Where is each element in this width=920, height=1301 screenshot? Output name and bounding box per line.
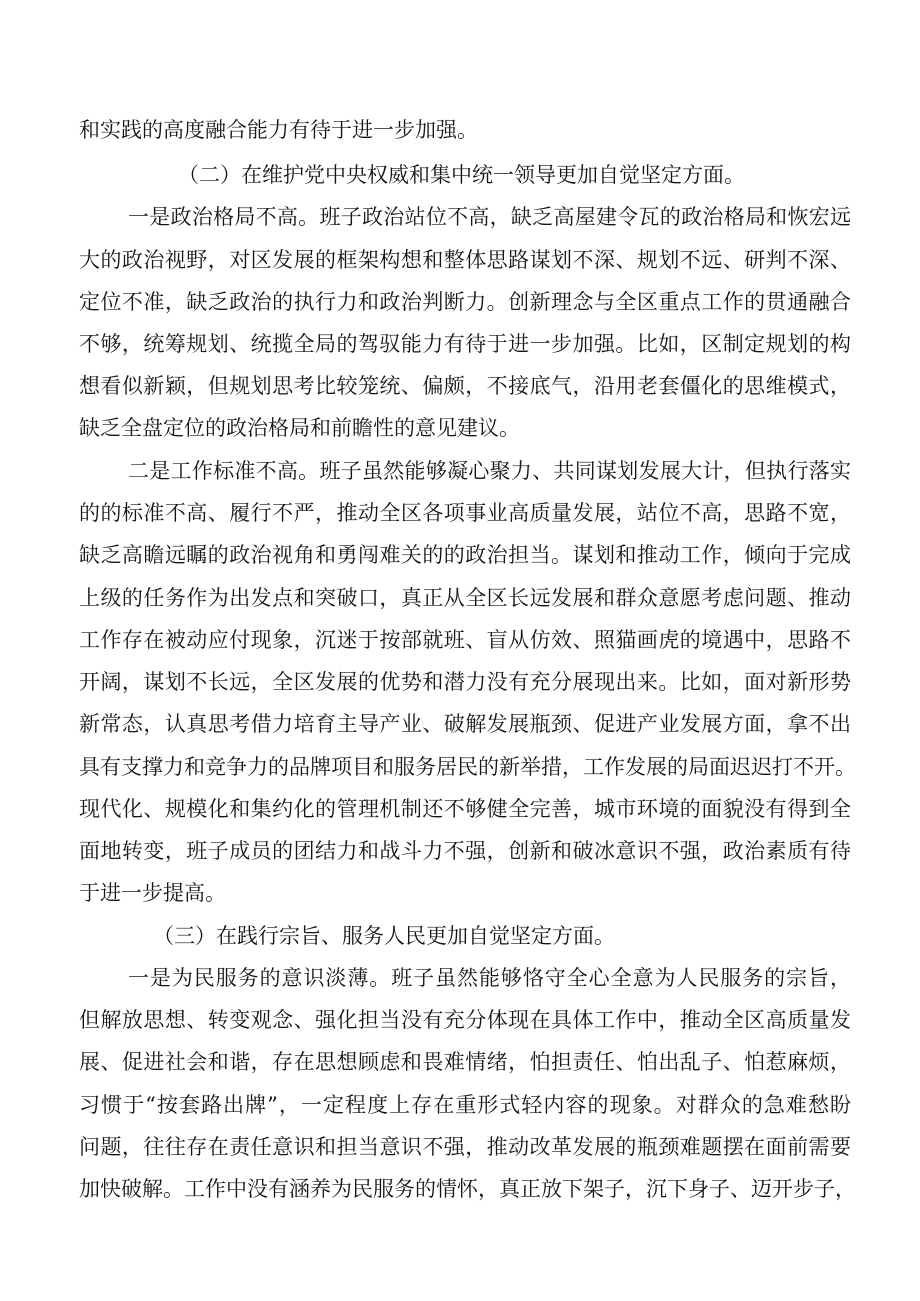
section-heading: （三）在践行宗旨、服务人民更加自觉坚定方面。	[153, 924, 615, 948]
paragraph-line: 和实践的高度融合能力有待于进一步加强。	[79, 118, 478, 142]
paragraph-line: 开阔，谋划不长远，全区发展的优势和潜力没有充分展现出来。比如，面对新形势	[79, 670, 851, 694]
paragraph-line: 大的政治视野，对区发展的框架构想和整体思路谋划不深、规划不远、研判不深、	[79, 248, 851, 272]
paragraph-line: 习惯于“按套路出牌”，一定程度上存在重形式轻内容的现象。对群众的急难愁盼	[79, 1093, 851, 1117]
paragraph-line: 问题，往往存在责任意识和担当意识不强，推动改革发展的瓶颈难题摆在面前需要	[79, 1135, 851, 1159]
paragraph-line: 加快破解。工作中没有涵养为民服务的情怀，真正放下架子，沉下身子、迈开步子，	[79, 1177, 856, 1201]
paragraph-line: 展、促进社会和谐，存在思想顾虑和畏难情绪，怕担责任、怕出乱子、怕惹麻烦，	[79, 1050, 851, 1074]
paragraph-line: 具有支撑力和竞争力的品牌项目和服务居民的新举措，工作发展的局面迟迟打不开。	[79, 755, 856, 779]
paragraph-line: 缺乏高瞻远瞩的政治视角和勇闯难关的的政治担当。谋划和推动工作，倾向于完成	[79, 543, 851, 567]
paragraph-line: 一是政治格局不高。班子政治站位不高，缺乏高屋建令瓦的政治格局和恢宏远	[128, 205, 851, 229]
paragraph-line: 现代化、规模化和集约化的管理机制还不够健全完善，城市环境的面貌没有得到全	[79, 797, 851, 821]
paragraph-line: 一是为民服务的意识淡薄。班子虽然能够恪守全心全意为人民服务的宗旨，	[128, 966, 851, 990]
paragraph-line: 的的标准不高、履行不严，推动全区各项事业高质量发展，站位不高，思路不宽，	[79, 501, 851, 525]
paragraph-line: 但解放思想、转变观念、强化担当没有充分体现在具体工作中，推动全区高质量发	[79, 1008, 851, 1032]
paragraph-line: 不够，统筹规划、统揽全局的驾驭能力有待于进一步加强。比如，区制定规划的构	[79, 332, 851, 356]
paragraph-line: 缺乏全盘定位的政治格局和前瞻性的意见建议。	[79, 416, 520, 440]
paragraph-line: 面地转变，班子成员的团结力和战斗力不强，创新和破冰意识不强，政治素质有待	[79, 839, 851, 863]
paragraph-line: 工作存在被动应付现象，沉迷于按部就班、盲从仿效、照猫画虎的境遇中，思路不	[79, 628, 851, 652]
paragraph-line: 二是工作标准不高。班子虽然能够凝心聚力、共同谋划发展大计，但执行落实	[128, 459, 851, 483]
paragraph-line: 定位不准，缺乏政治的执行力和政治判断力。创新理念与全区重点工作的贯通融合	[79, 290, 851, 314]
section-heading: （二）在维护党中央权威和集中统一领导更加自觉坚定方面。	[178, 163, 745, 187]
paragraph-line: 新常态，认真思考借力培育主导产业、破解发展瓶颈、促进产业发展方面，拿不出	[79, 712, 851, 736]
paragraph-line: 上级的任务作为出发点和突破口，真正从全区长远发展和群众意愿考虑问题、推动	[79, 586, 851, 610]
paragraph-line: 想看似新颖，但规划思考比较笼统、偏颇，不接底气，沿用老套僵化的思维模式，	[79, 374, 851, 398]
paragraph-line: 于进一步提高。	[79, 881, 226, 905]
